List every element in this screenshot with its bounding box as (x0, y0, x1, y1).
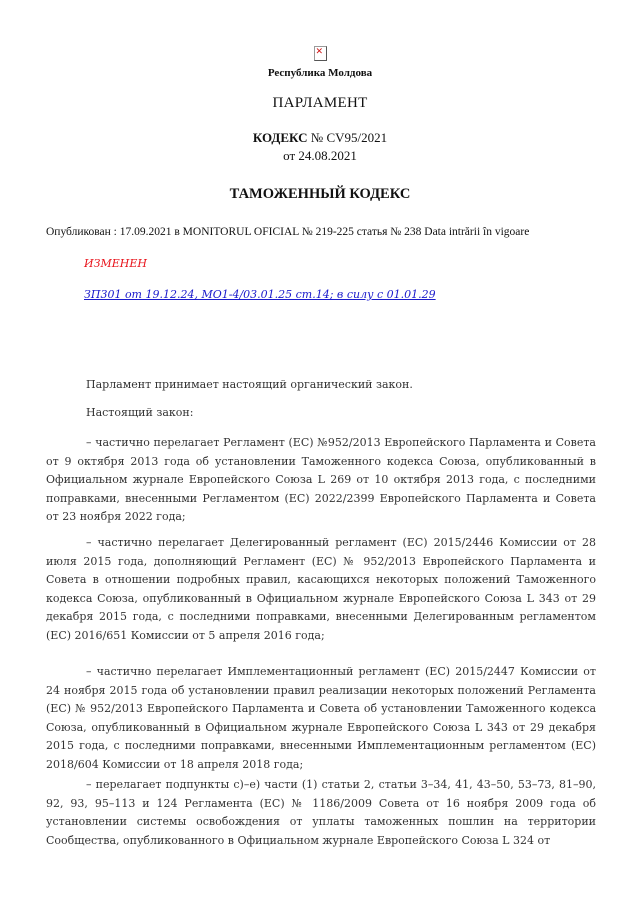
paragraph: – частично перелагает Имплементационный регламент (ЕС) 2015/2447 Комиссии от 24 ноября 2015 года об установлении правил реализации некоторых положений Регламента (ЕС) № 952/2013 Европейского Парламента и Совета об установлении Таможенного кодекса Союза, опубликованный в Официальном журнале Европейского Союза L 343 от 29 декабря 2015 года, с последними поправками, внесенными Имплементационным регламентом (ЕС) 2018/604 Комиссии от 18 апреля 2018 года; (46, 665, 596, 771)
document-number (0, 130, 640, 146)
paragraph: – частично перелагает Делегированный регламент (ЕС) 2015/2446 Комиссии от 28 июля 2015 года, дополняющий Регламент (ЕС) № 952/2013 Европейского Парламента и Совета в отношении подробных правил, касающихся некоторых положений Таможенного кодекса Союза, опубликованный в Официальном журнале Европейского Союза L 343 от 29 декабря 2015 года, с последними поправками, внесенными Делегированным регламентом (ЕС) 2016/651 Комиссии от 5 апреля 2016 года; (46, 536, 596, 642)
lead-text: Настоящий закон: (86, 406, 194, 419)
country-name: Республика Молдова (267, 67, 373, 79)
document-type: КОДЕКС (252, 130, 308, 145)
document-number-value: № CV95/2021 (310, 130, 388, 145)
document-title: ТАМОЖЕННЫЙ КОДЕКС (229, 186, 411, 202)
intro-text: Парламент принимает настоящий органический закон. (86, 378, 413, 391)
publication-info: Опубликован : 17.09.2021 в MONITORUL OFICIAL № 219-225 статья № 238 Data intrării în vigoare (46, 226, 530, 238)
document-date: от 24.08.2021 (283, 148, 357, 163)
broken-image-icon (314, 46, 327, 61)
paragraph: – перелагает подпункты c)–e) части (1) статьи 2, статьи 3–34, 41, 43–50, 53–73, 81–90, 92, 93, 95–113 и 124 Регламента (ЕС) № 1186/2009 Совета от 16 ноября 2009 года об установлении системы освобождения от уплаты таможенных пошлин на территории Сообщества, опубликованного в Официальном журнале Европейского Союза L 324 от (46, 778, 596, 847)
issuing-authority: ПАРЛАМЕНТ (272, 95, 368, 111)
logo-container (0, 46, 640, 65)
amendment-link[interactable]: ЗП301 от 19.12.24, MO1-4/03.01.25 ст.14; в силу с 01.01.29 (84, 288, 436, 301)
paragraph: – частично перелагает Регламент (ЕС) №952/2013 Европейского Парламента и Совета от 9 октября 2013 года об установлении Таможенного кодекса Союза, опубликованный в Официальном журнале Европейского Союза L 269 от 10 октября 2013 года, с последними поправками, внесенными Регламентом (ЕС) 2022/2399 Европейского Парламента и Совета от 23 ноября 2022 года; (46, 436, 596, 524)
amended-status: ИЗМЕНЕН (84, 257, 147, 270)
